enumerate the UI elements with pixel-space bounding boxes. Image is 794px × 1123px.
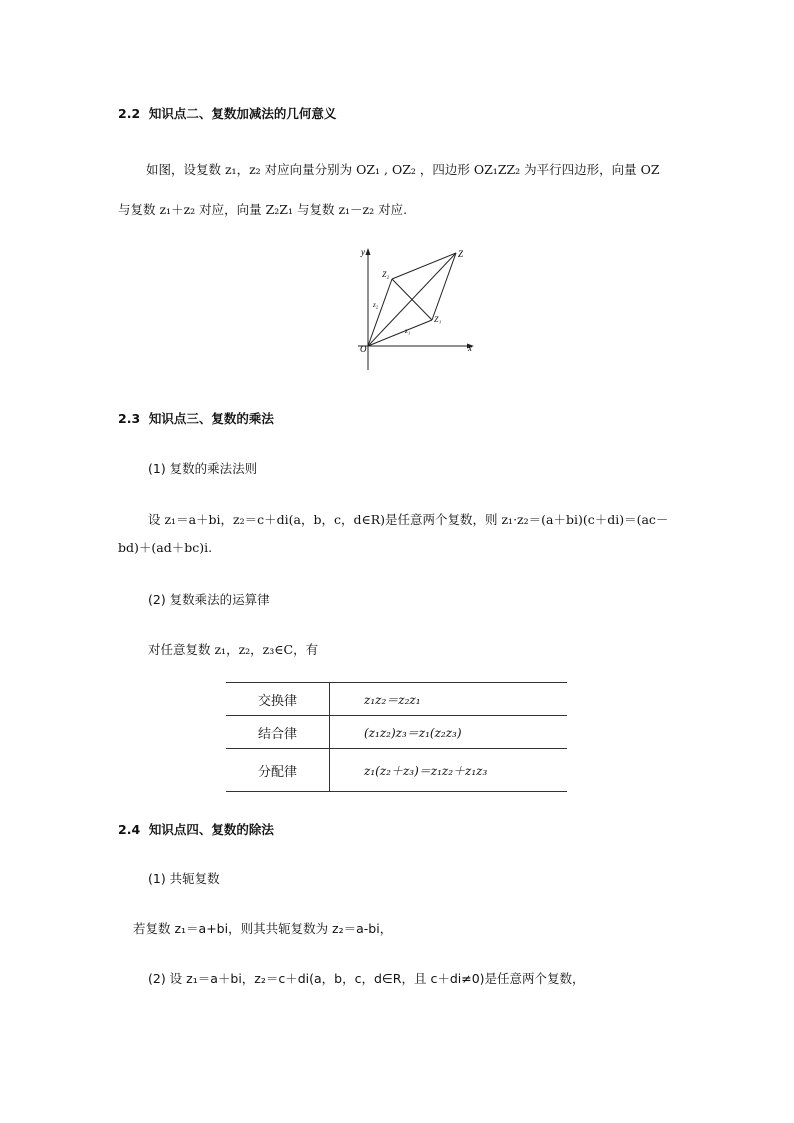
- label-origin: O: [360, 344, 367, 354]
- parallelogram-figure: [352, 242, 482, 374]
- vector-OZ1: [368, 320, 432, 346]
- law-name: 交换律: [226, 683, 330, 716]
- section-title: 知识点二、复数加减法的几何意义: [148, 106, 337, 121]
- s23-item1: (1) 复数的乘法法则: [148, 461, 258, 476]
- label-z1: z₁: [405, 327, 411, 335]
- s23-item2: (2) 复数乘法的运算律: [148, 592, 270, 607]
- s24-conjugate: 若复数 z₁＝a+bi，则其共轭复数为 z₂＝a-bi，: [133, 921, 393, 936]
- s23-intro: 对任意复数 z₁，z₂，z₃∈C，有: [148, 642, 319, 657]
- section-heading-2-2: [118, 104, 336, 122]
- label-Z2: Z₂: [382, 270, 390, 279]
- law-formula: z₁z₂＝z₂z₁: [330, 683, 568, 716]
- section-number: 2.4: [118, 822, 141, 837]
- s23-rule-line1: 设 z₁＝a＋bi，z₂＝c＋di(a，b，c，d∈R)是任意两个复数，则 z₁·z₂＝(a＋bi)(c＋di)＝(ac－: [148, 512, 669, 527]
- label-x: x: [468, 343, 472, 353]
- vector-OZ2: [368, 279, 392, 346]
- table-row: [226, 749, 567, 792]
- section-number: 2.2: [118, 106, 141, 121]
- s24-item2: (2) 设 z₁＝a＋bi，z₂＝c＋di(a，b，c，d∈R，且 c＋di≠0)是任意两个复数，: [148, 971, 585, 986]
- side-Z1Z: [432, 253, 456, 320]
- table-row: [226, 683, 567, 716]
- section-title: 知识点三、复数的乘法: [148, 411, 274, 426]
- section-number: 2.3: [118, 411, 141, 426]
- section-heading-2-3: [118, 409, 274, 427]
- label-Z1: Z₁: [434, 315, 442, 324]
- law-name: 分配律: [226, 749, 330, 792]
- y-axis-arrow: [366, 248, 371, 255]
- law-formula: z₁(z₂＋z₃)＝z₁z₂＋z₁z₃: [330, 749, 568, 792]
- law-name: 结合律: [226, 716, 330, 749]
- multiplication-laws-table: [226, 682, 567, 792]
- section-heading-2-4: [118, 820, 274, 838]
- s22-paragraph-line1: 如图，设复数 z₁，z₂ 对应向量分别为 OZ₁ , OZ₂ ，四边形 OZ₁ZZ₂ 为平行四边形，向量 OZ: [146, 162, 660, 177]
- law-formula: (z₁z₂)z₃＝z₁(z₂z₃): [330, 716, 568, 749]
- label-z2: z₂: [373, 301, 379, 309]
- s22-paragraph-line2: 与复数 z₁＋z₂ 对应，向量 Z₂Z₁ 与复数 z₁－z₂ 对应.: [118, 202, 408, 217]
- s24-item1: (1) 共轭复数: [148, 871, 220, 886]
- label-Z: Z: [458, 249, 464, 259]
- label-y: y: [361, 247, 365, 257]
- section-title: 知识点四、复数的除法: [148, 822, 274, 837]
- s23-rule-line2: bd)＋(ad＋bc)i.: [118, 540, 213, 555]
- side-Z2Z: [392, 253, 456, 279]
- table-row: [226, 716, 567, 749]
